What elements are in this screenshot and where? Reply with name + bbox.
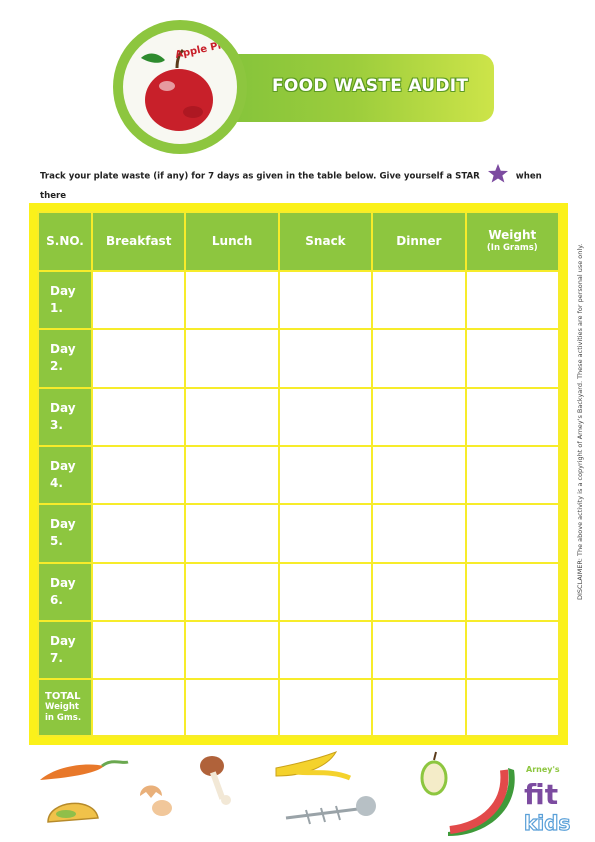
apple-core-icon [422, 752, 446, 794]
entry-cell-snack[interactable] [280, 564, 371, 620]
day-label [39, 389, 91, 445]
banana-peel-icon [276, 752, 350, 778]
instructions-line1: Track your plate waste (if any) for 7 days as given in the table below. Give yourself a STAR [40, 171, 480, 182]
header-snack: Snack [280, 213, 371, 270]
total-cell-weight[interactable] [467, 680, 558, 735]
instructions-line1-end: when there [40, 171, 542, 201]
apple-pie-logo [113, 20, 247, 154]
entry-cell-snack[interactable] [280, 389, 371, 445]
day-number: 4. [50, 476, 63, 491]
header-sno: S.NO. [39, 213, 91, 270]
entry-cell-weight[interactable] [467, 389, 558, 445]
entry-cell-weight[interactable] [467, 447, 558, 503]
header-weight [467, 213, 558, 270]
entry-cell-weight[interactable] [467, 564, 558, 620]
entry-cell-dinner[interactable] [373, 564, 464, 620]
day-label-text: Day [50, 284, 76, 299]
entry-cell-weight[interactable] [467, 505, 558, 561]
total-cell-lunch[interactable] [186, 680, 277, 735]
day-number: 5. [50, 534, 63, 549]
header-weight-label: Weight [488, 227, 537, 242]
entry-cell-snack[interactable] [280, 447, 371, 503]
brand-line1: Arney's [526, 765, 560, 774]
entry-cell-lunch[interactable] [186, 389, 277, 445]
apple-icon [123, 30, 237, 144]
table-header-row [39, 213, 558, 270]
day-number: 1. [50, 301, 63, 316]
chicken-bone-icon [200, 756, 231, 805]
total-cell-dinner[interactable] [373, 680, 464, 735]
entry-cell-breakfast[interactable] [93, 389, 184, 445]
entry-cell-weight[interactable] [467, 622, 558, 678]
entry-cell-lunch[interactable] [186, 622, 277, 678]
brand-line2: fit [524, 778, 559, 811]
disclaimer: DISCLAIMER: The above activity is a copyright of Arney's Backyard. These activities are for personal use only. [576, 243, 584, 600]
star-icon [487, 163, 509, 189]
watermelon-rind-icon [448, 768, 515, 836]
entry-cell-dinner[interactable] [373, 389, 464, 445]
day-label-text: Day [50, 634, 76, 649]
entry-cell-snack[interactable] [280, 505, 371, 561]
entry-cell-lunch[interactable] [186, 330, 277, 386]
day-label-text: Day [50, 342, 76, 357]
entry-cell-breakfast[interactable] [93, 447, 184, 503]
entry-cell-dinner[interactable] [373, 505, 464, 561]
audit-table-frame [29, 203, 568, 745]
entry-cell-breakfast[interactable] [93, 272, 184, 328]
day-label-text: Day [50, 575, 76, 590]
entry-cell-lunch[interactable] [186, 272, 277, 328]
header-breakfast: Breakfast [93, 213, 184, 270]
day-number: 3. [50, 417, 63, 432]
table-row [39, 272, 558, 328]
day-label [39, 447, 91, 503]
entry-cell-snack[interactable] [280, 330, 371, 386]
entry-cell-dinner[interactable] [373, 622, 464, 678]
entry-cell-breakfast[interactable] [93, 622, 184, 678]
table-row [39, 564, 558, 620]
entry-cell-dinner[interactable] [373, 330, 464, 386]
entry-cell-lunch[interactable] [186, 564, 277, 620]
header-lunch: Lunch [186, 213, 277, 270]
table-row [39, 505, 558, 561]
taco-icon [48, 803, 98, 822]
table-row [39, 447, 558, 503]
day-label [39, 622, 91, 678]
table-row [39, 622, 558, 678]
entry-cell-dinner[interactable] [373, 447, 464, 503]
total-label-line2: Weight [45, 702, 79, 713]
food-waste-illustrations [36, 748, 516, 838]
entry-cell-breakfast[interactable] [93, 564, 184, 620]
day-label [39, 330, 91, 386]
day-number: 7. [50, 651, 63, 666]
entry-cell-snack[interactable] [280, 272, 371, 328]
header-dinner: Dinner [373, 213, 464, 270]
total-cell-snack[interactable] [280, 680, 371, 735]
logo-text: Apple Pie [174, 39, 229, 61]
total-label-line3: in Gms. [45, 713, 82, 724]
total-label-line1: TOTAL [45, 691, 81, 703]
day-number: 2. [50, 359, 63, 374]
total-row [39, 680, 558, 735]
entry-cell-weight[interactable] [467, 272, 558, 328]
day-label [39, 272, 91, 328]
carrot-icon [40, 762, 128, 780]
eggshell-icon [140, 786, 172, 817]
total-cell-breakfast[interactable] [93, 680, 184, 735]
day-label [39, 505, 91, 561]
entry-cell-lunch[interactable] [186, 505, 277, 561]
day-label-text: Day [50, 517, 76, 532]
entry-cell-breakfast[interactable] [93, 505, 184, 561]
fish-bone-icon [286, 796, 376, 824]
entry-cell-weight[interactable] [467, 330, 558, 386]
brand-line3: kids [524, 811, 570, 835]
day-label-text: Day [50, 400, 76, 415]
header-weight-unit: (In Grams) [486, 242, 538, 253]
entry-cell-snack[interactable] [280, 622, 371, 678]
entry-cell-dinner[interactable] [373, 272, 464, 328]
table-row [39, 389, 558, 445]
arneys-fit-kids-logo [520, 758, 570, 836]
total-label [39, 680, 91, 735]
table-row [39, 330, 558, 386]
audit-table [37, 211, 560, 737]
day-label [39, 564, 91, 620]
page-title: FOOD WASTE AUDIT [272, 76, 469, 96]
entry-cell-breakfast[interactable] [93, 330, 184, 386]
entry-cell-lunch[interactable] [186, 447, 277, 503]
day-label-text: Day [50, 459, 76, 474]
day-number: 6. [50, 592, 63, 607]
